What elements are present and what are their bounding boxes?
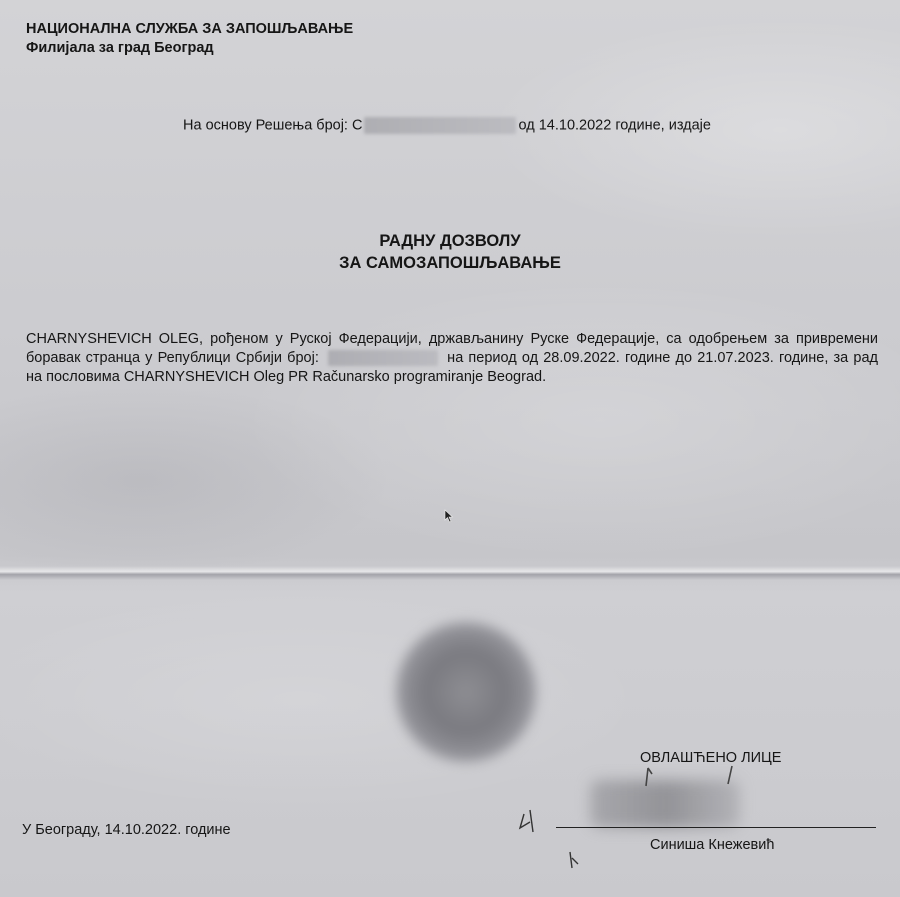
branch-name: Филијала за град Београд (26, 40, 214, 56)
document-title (0, 230, 900, 274)
redacted-ruling-number (364, 117, 516, 134)
agency-name: НАЦИОНАЛНА СЛУЖБА ЗА ЗАПОШЉАВАЊЕ (26, 21, 354, 37)
body-part-2: на период од 28.09.2022. године до 21.07.2023. године, за рад на пословима CHARNYSHEVICH Oleg PR Računarsko programiranje Beograd. (26, 350, 878, 385)
document-header (26, 20, 353, 58)
mouse-cursor-icon (444, 509, 454, 523)
ruling-number: C (352, 117, 363, 134)
paper-fold-crease (0, 566, 900, 580)
authorized-person-label: ОВЛАШЋЕНО ЛИЦЕ (640, 750, 782, 766)
ruling-basis-line (183, 117, 711, 134)
body-part-1: CHARNYSHEVICH OLEG, рођеном у Руској Федерацији, држављанину Руске Федерације, са одобрењем за привремени боравак странца у Републици Србији број: (26, 331, 878, 366)
place-and-date: У Београду, 14.10.2022. године (22, 822, 231, 838)
title-line-1: РАДНУ ДОЗВОЛУ (379, 232, 521, 250)
ruling-prefix: На основу Решења број: (183, 117, 352, 134)
handwritten-signature-strokes (500, 740, 800, 890)
signature-line (556, 827, 876, 828)
signatory-name: Синиша Кнежевић (650, 837, 775, 853)
permit-body-paragraph (26, 330, 878, 387)
redacted-residence-number (328, 350, 438, 366)
ruling-suffix: од 14.10.2022 године, издаје (518, 117, 711, 134)
title-line-2: ЗА САМОЗАПОШЉАВАЊЕ (339, 254, 561, 272)
